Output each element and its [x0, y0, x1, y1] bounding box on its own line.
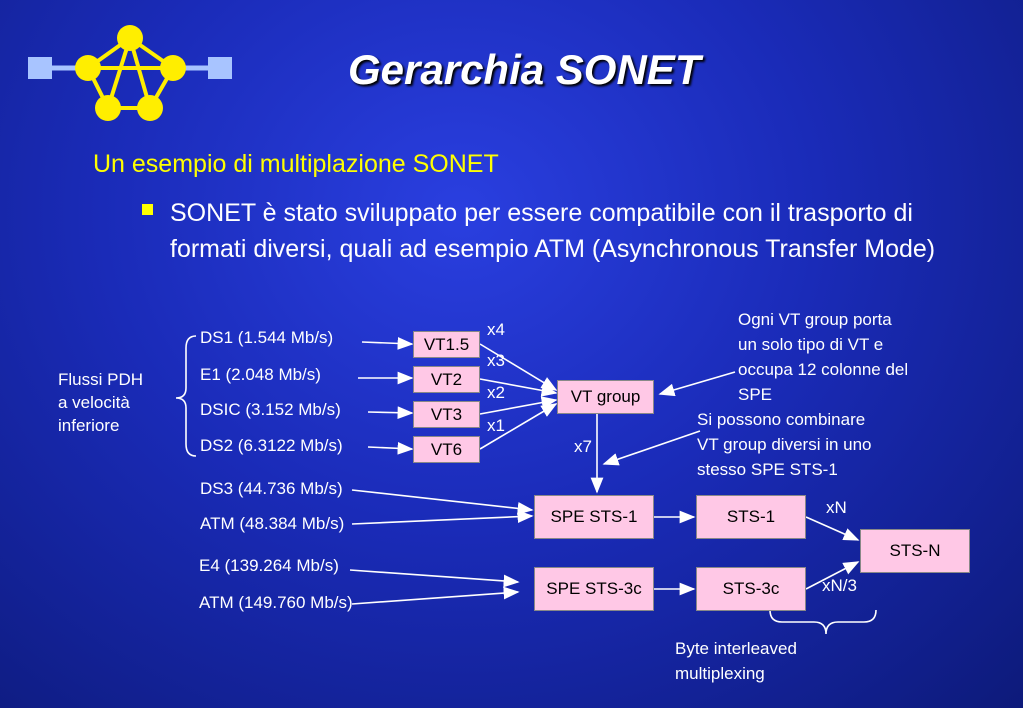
input-e1: E1 (2.048 Mb/s) — [200, 365, 321, 384]
box-vt6: VT6 — [413, 436, 480, 463]
box-sts-n: STS-N — [860, 529, 970, 573]
input-atm-48: ATM (48.384 Mb/s) — [200, 514, 345, 533]
mult-xn: xN — [826, 498, 847, 517]
mult-x1: x1 — [487, 416, 505, 435]
byte-interleaved-note: Byte interleaved multiplexing — [675, 639, 797, 683]
box-vt2: VT2 — [413, 366, 480, 393]
input-e4: E4 (139.264 Mb/s) — [199, 556, 339, 575]
mult-x3: x3 — [487, 351, 505, 370]
input-ds1: DS1 (1.544 Mb/s) — [200, 328, 334, 347]
mult-x7: x7 — [574, 437, 592, 456]
box-sts1: STS-1 — [696, 495, 806, 539]
input-ds2: DS2 (6.3122 Mb/s) — [200, 436, 343, 455]
input-ds3: DS3 (44.736 Mb/s) — [200, 479, 343, 498]
box-spe-sts1: SPE STS-1 — [534, 495, 654, 539]
page-title: Gerarchia SONET — [348, 46, 701, 93]
mult-xn3: xN/3 — [822, 576, 857, 595]
combine-note: Si possono combinare VT group diversi in uno stesso SPE STS-1 — [697, 410, 872, 479]
box-vt15: VT1.5 — [413, 331, 480, 358]
box-vt-group: VT group — [557, 380, 654, 414]
box-vt3: VT3 — [413, 401, 480, 428]
bullet-text: SONET è stato sviluppato per essere compatibile con il trasporto di formati diversi, quali ad esempio ATM (Asynchronous Transfer Mode) — [170, 199, 936, 263]
mult-x4: x4 — [487, 320, 505, 339]
box-spe-sts3c: SPE STS-3c — [534, 567, 654, 611]
vtgroup-note: Ogni VT group porta un solo tipo di VT e occupa 12 colonne del SPE — [738, 310, 909, 404]
subtitle: Un esempio di multiplazione SONET — [93, 150, 499, 178]
pdh-flows-note: Flussi PDH a velocità inferiore — [58, 370, 144, 435]
input-dsic: DSIC (3.152 Mb/s) — [200, 400, 341, 419]
input-atm-149: ATM (149.760 Mb/s) — [199, 593, 353, 612]
box-sts3c: STS-3c — [696, 567, 806, 611]
mult-x2: x2 — [487, 383, 505, 402]
